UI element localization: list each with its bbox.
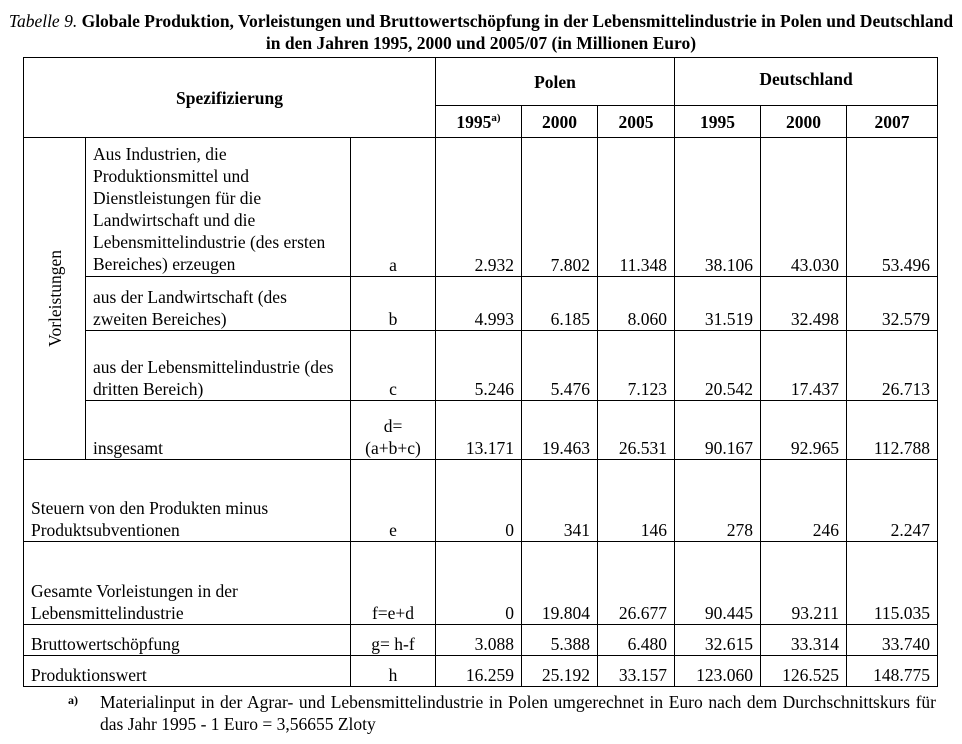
cell-value: 8.060 <box>598 277 675 331</box>
cell-value: 4.993 <box>436 277 522 331</box>
cell-value: 5.246 <box>436 331 522 401</box>
cell-value: 112.788 <box>847 401 938 460</box>
cell-value: 33.740 <box>847 625 938 656</box>
cell-value: 13.171 <box>436 401 522 460</box>
cell-value: 0 <box>436 460 522 542</box>
cell-value: 246 <box>761 460 847 542</box>
row-symbol: e <box>351 460 436 542</box>
group-label-vorleistungen: Vorleistungen <box>44 250 65 347</box>
table-row <box>24 331 938 401</box>
cell-value: 11.348 <box>598 138 675 277</box>
header-polen: Polen <box>436 58 675 106</box>
caption-label: Tabelle 9. <box>8 11 78 31</box>
table-row <box>24 625 938 656</box>
cell-value: 278 <box>675 460 761 542</box>
row-desc: Aus Industrien, die Produktionsmittel und Dienstleistungen für die Landwirtschaft und die Lebensmittelindustrie (des ersten Bereiches) erzeugen <box>86 138 351 277</box>
row-desc: Gesamte Vorleistungen in der Lebensmittelindustrie <box>24 542 351 625</box>
row-symbol: h <box>351 656 436 687</box>
cell-value: 90.167 <box>675 401 761 460</box>
cell-value: 33.157 <box>598 656 675 687</box>
row-desc: Produktionswert <box>24 656 351 687</box>
cell-value: 26.677 <box>598 542 675 625</box>
cell-value: 2.247 <box>847 460 938 542</box>
row-symbol: d= (a+b+c) <box>351 401 436 460</box>
row-desc: aus der Lebensmittelindustrie (des dritten Bereich) <box>86 331 351 401</box>
row-desc: Bruttowertschöpfung <box>24 625 351 656</box>
cell-value: 31.519 <box>675 277 761 331</box>
year-de-2007: 2007 <box>847 106 938 138</box>
row-desc: Steuern von den Produkten minus Produktsubventionen <box>24 460 351 542</box>
cell-value: 16.259 <box>436 656 522 687</box>
header-row-countries <box>24 58 938 106</box>
row-symbol: f=e+d <box>351 542 436 625</box>
cell-value: 32.615 <box>675 625 761 656</box>
row-symbol: a <box>351 138 436 277</box>
cell-value: 25.192 <box>522 656 598 687</box>
table-row <box>24 656 938 687</box>
table-row <box>24 460 938 542</box>
year-de-1995: 1995 <box>675 106 761 138</box>
cell-value: 43.030 <box>761 138 847 277</box>
cell-value: 0 <box>436 542 522 625</box>
table-caption <box>0 10 962 54</box>
year-polen-1995: 1995$^{a)}$ <box>436 106 522 138</box>
cell-value: 19.804 <box>522 542 598 625</box>
cell-value: 7.802 <box>522 138 598 277</box>
footnote-text: Materialinput in der Agrar- und Lebensmittelindustrie in Polen umgerechnet in Euro nach dem Durchschnittskurs für das Jahr 1995 - 1 Euro = 3,56655 Zloty <box>100 692 936 734</box>
data-table <box>23 57 938 687</box>
row-symbol: g= h-f <box>351 625 436 656</box>
cell-value: 2.932 <box>436 138 522 277</box>
footnote-mark: a) <box>68 693 78 707</box>
cell-value: 19.463 <box>522 401 598 460</box>
cell-value: 5.388 <box>522 625 598 656</box>
cell-value: 32.498 <box>761 277 847 331</box>
header-deutschland: Deutschland <box>675 58 938 106</box>
row-desc: aus der Landwirtschaft (des zweiten Bereiches) <box>86 277 351 331</box>
cell-value: 38.106 <box>675 138 761 277</box>
table-row <box>24 138 938 277</box>
cell-value: 148.775 <box>847 656 938 687</box>
cell-value: 6.480 <box>598 625 675 656</box>
cell-value: 146 <box>598 460 675 542</box>
cell-value: 6.185 <box>522 277 598 331</box>
cell-value: 53.496 <box>847 138 938 277</box>
row-symbol: c <box>351 331 436 401</box>
year-polen-2005: 2005 <box>598 106 675 138</box>
cell-value: 3.088 <box>436 625 522 656</box>
cell-value: 5.476 <box>522 331 598 401</box>
cell-value: 93.211 <box>761 542 847 625</box>
footnote <box>68 691 936 735</box>
year-de-2000: 2000 <box>761 106 847 138</box>
cell-value: 115.035 <box>847 542 938 625</box>
cell-value: 20.542 <box>675 331 761 401</box>
cell-value: 90.445 <box>675 542 761 625</box>
caption-text: Globale Produktion, Vorleistungen und Bruttowertschöpfung in der Lebensmittelindustrie in Polen und Deutschland in den Jahren 1995, 2000 und 2005/07 (in Millionen Euro) <box>81 11 954 53</box>
cell-value: 26.531 <box>598 401 675 460</box>
cell-value: 32.579 <box>847 277 938 331</box>
cell-value: 33.314 <box>761 625 847 656</box>
header-spezifizierung: Spezifizierung <box>24 58 436 138</box>
cell-value: 126.525 <box>761 656 847 687</box>
year-polen-2000: 2000 <box>522 106 598 138</box>
row-desc: insgesamt <box>86 401 351 460</box>
group-label-cell <box>24 138 86 460</box>
cell-value: 26.713 <box>847 331 938 401</box>
table-row <box>24 542 938 625</box>
cell-value: 7.123 <box>598 331 675 401</box>
cell-value: 17.437 <box>761 331 847 401</box>
cell-value: 123.060 <box>675 656 761 687</box>
row-symbol: b <box>351 277 436 331</box>
table-row <box>24 401 938 460</box>
table-row <box>24 277 938 331</box>
cell-value: 92.965 <box>761 401 847 460</box>
cell-value: 341 <box>522 460 598 542</box>
footnote-ref: a) <box>491 111 501 124</box>
